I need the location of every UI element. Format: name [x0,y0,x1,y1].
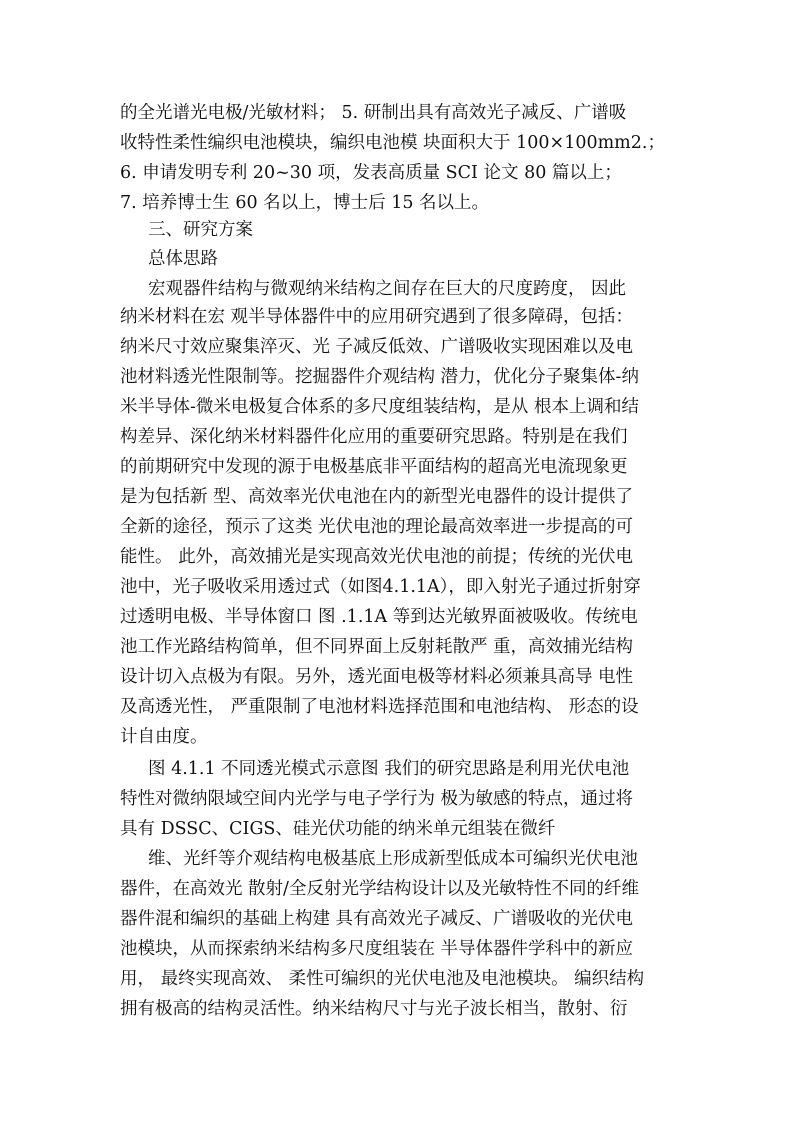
text-line: 构差异、深化纳米材料器件化应用的重要研究思路。特别是在我们 [120,427,628,447]
text-line: 纳米材料在宏 观半导体器件中的应用研究遇到了很多障碍，包括： [120,307,634,327]
subsection-heading: 总体思路 [148,249,218,269]
text-line: 设计切入点极为有限。另外，透光面电极等材料必须兼具高导 电性 [120,667,634,687]
text-line: 6. 申请发明专利 20~30 项，发表高质量 SCI 论文 80 篇以上； [120,163,622,183]
text-line: 全新的途径，预示了这类 光伏电池的理论最高效率进一步提高的可 [120,517,634,537]
text-line: 池模块，从而探索纳米结构多尺度组装在 半导体器件学科中的新应 [120,939,634,959]
text-line: 米半导体-微米电极复合体系的多尺度组装结构，是从 根本上调和结 [120,397,639,417]
text-line: 的全光谱光电极/光敏材料； 5. 研制出具有高效光子减反、广谱吸 [120,103,627,123]
text-line: 具有 DSSC、CIGS、硅光伏功能的纳米单元组装在微纤 [120,819,556,839]
text-line: 维、光纤等介观结构电极基底上形成新型低成本可编织光伏电池 [148,849,638,869]
text-line: 及高透光性， 严重限制了电池材料选择范围和电池结构、 形态的设 [120,697,639,717]
text-line: 收特性柔性编织电池模块，编织电池模 块面积大于 100×100mm2.； [120,133,665,153]
text-line: 池工作光路结构简单，但不同界面上反射耗散严 重，高效捕光结构 [120,637,634,657]
figure-caption: 图 4.1.1 不同透光模式示意图 我们的研究思路是利用光伏电池 [148,759,630,779]
section-heading: 三、研究方案 [148,220,253,240]
text-line: 特性对微纳限域空间内光学与电子学行为 极为敏感的特点，通过将 [120,789,634,809]
text-line: 的前期研究中发现的源于电极基底非平面结构的超高光电流现象更 [120,457,628,477]
text-line: 7. 培养博士生 60 名以上，博士后 15 名以上。 [120,193,490,213]
text-line: 器件混和编织的基础上构建 具有高效光子减反、广谱吸收的光伏电 [120,909,634,929]
text-line: 器件，在高效光 散射/全反射光学结构设计以及光敏特性不同的纤维 [120,879,639,899]
text-line: 池中，光子吸收采用透过式（如图4.1.1A），即入射光子通过折射穿 [120,577,641,597]
text-line: 池材料透光性限制等。挖掘器件介观结构 潜力，优化分子聚集体-纳 [120,367,639,387]
text-line: 能性。 此外，高效捕光是实现高效光伏电池的前提；传统的光伏电 [120,547,634,567]
text-line: 宏观器件结构与微观纳米结构之间存在巨大的尺度跨度， 因此 [148,279,627,299]
text-line: 过透明电极、半导体窗口 图 .1.1A 等到达光敏界面被吸收。传统电 [120,607,638,627]
text-line: 拥有极高的结构灵活性。纳米结构尺寸与光子波长相当，散射、衍 [120,999,628,1019]
text-line: 纳米尺寸效应聚集淬灭、光 子减反低效、广谱吸收实现困难以及电 [120,337,634,357]
text-line: 计自由度。 [120,727,208,747]
text-line: 用， 最终实现高效、 柔性可编织的光伏电池及电池模块。 编织结构 [120,969,645,989]
text-line: 是为包括新 型、高效率光伏电池在内的新型光电器件的设计提供了 [120,487,634,507]
